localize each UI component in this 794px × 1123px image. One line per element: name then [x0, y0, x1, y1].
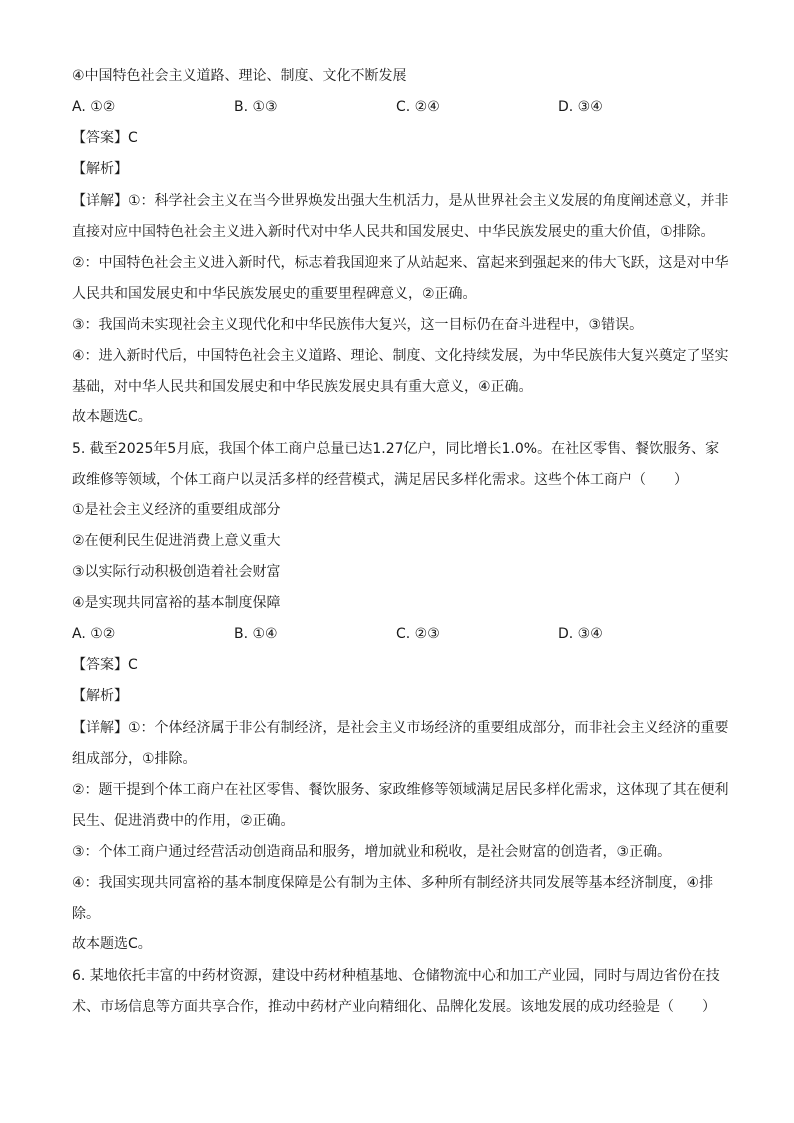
q5-option-d: D. ③④ — [558, 626, 603, 642]
q5-options — [72, 620, 732, 651]
q5-item-3: ③以实际行动积极创造着社会财富 — [72, 564, 281, 580]
q5-option-b: B. ①④ — [234, 626, 278, 642]
document-page — [72, 62, 732, 1023]
q4-conclusion: 故本题选C。 — [72, 409, 152, 425]
q5-option-a: A. ①② — [72, 626, 116, 642]
q5-detail-4: ④：我国实现共同富裕的基本制度保障是公有制为主体、多种所有制经济共同发展等基本经济制度，④排除。 — [72, 875, 714, 922]
q4-detail-4: ④：进入新时代后，中国特色社会主义道路、理论、制度、文化持续发展，为中华民族伟大复兴奠定了坚实基础，对中华人民共和国发展史和中华民族发展史具有重大意义，④正确。 — [72, 348, 729, 395]
q4-option-a: A. ①② — [72, 99, 116, 115]
q4-item-4: ④中国特色社会主义道路、理论、制度、文化不断发展 — [72, 68, 407, 84]
q5-item-2: ②在便利民生促进消费上意义重大 — [72, 533, 281, 549]
q5-analysis-label: 【解析】 — [72, 688, 128, 704]
q5-item-4: ④是实现共同富裕的基本制度保障 — [72, 595, 281, 611]
q5-option-c: C. ②③ — [396, 626, 440, 642]
q4-answer: 【答案】C — [72, 130, 138, 146]
q4-detail-1: 【详解】①：科学社会主义在当今世界焕发出强大生机活力，是从世界社会主义发展的角度阐述意义，并非直接对应中国特色社会主义进入新时代对中华人民共和国发展史、中华民族发展史的重大价值，①排除。 — [72, 193, 729, 240]
q4-options — [72, 93, 732, 124]
q4-option-b: B. ①③ — [234, 99, 278, 115]
q4-detail-2: ②：中国特色社会主义进入新时代，标志着我国迎来了从站起来、富起来到强起来的伟大飞跃，这是对中华人民共和国发展史和中华民族发展史的重要里程碑意义，②正确。 — [72, 255, 729, 302]
q4-option-d: D. ③④ — [558, 99, 603, 115]
q5-answer: 【答案】C — [72, 657, 138, 673]
q5-detail-1: 【详解】①：个体经济属于非公有制经济，是社会主义市场经济的重要组成部分，而非社会主义经济的重要组成部分，①排除。 — [72, 720, 729, 767]
q5-stem: 5. 截至2025年5月底，我国个体工商户总量已达1.27亿户，同比增长1.0%。在社区零售、餐饮服务、家政维修等领域，个体工商户以灵活多样的经营模式，满足居民多样化需求。这些个体工商户（ ） — [72, 441, 720, 488]
q6-stem: 6. 某地依托丰富的中药材资源，建设中药材种植基地、仓储物流中心和加工产业园，同时与周边省份在技术、市场信息等方面共享合作，推动中药材产业向精细化、品牌化发展。该地发展的成功经验是（ ） — [72, 968, 720, 1015]
q4-analysis-label: 【解析】 — [72, 161, 128, 177]
q4-detail-3: ③：我国尚未实现社会主义现代化和中华民族伟大复兴，这一目标仍在奋斗进程中，③错误。 — [72, 317, 644, 333]
q5-detail-2: ②：题干提到个体工商户在社区零售、餐饮服务、家政维修等领域满足居民多样化需求，这体现了其在便利民生、促进消费中的作用，②正确。 — [72, 782, 729, 829]
q5-conclusion: 故本题选C。 — [72, 936, 152, 952]
q4-option-c: C. ②④ — [396, 99, 440, 115]
q5-item-1: ①是社会主义经济的重要组成部分 — [72, 502, 281, 518]
q5-detail-3: ③：个体工商户通过经营活动创造商品和服务，增加就业和税收，是社会财富的创造者，③正确。 — [72, 844, 672, 860]
